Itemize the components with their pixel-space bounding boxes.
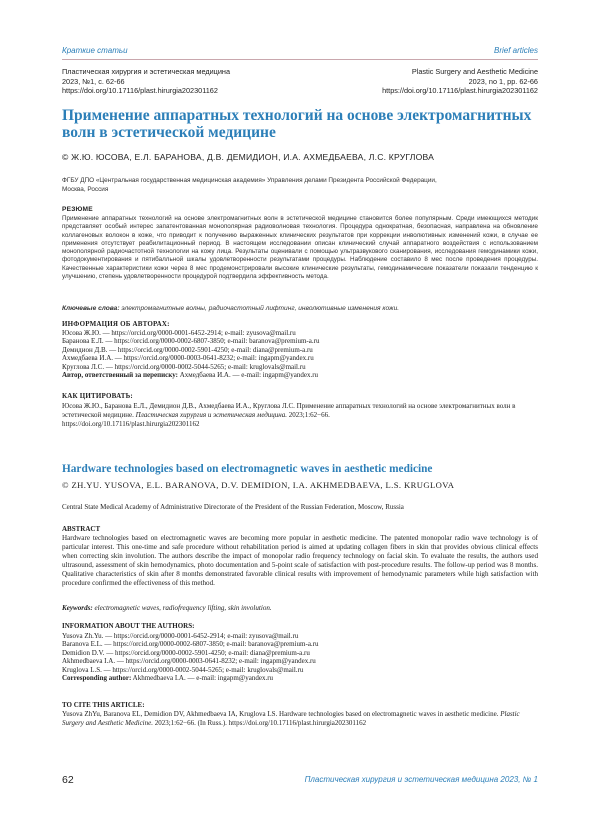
info-heading-ru: ИНФОРМАЦИЯ ОБ АВТОРАХ: — [62, 320, 170, 328]
author-info-row: Юсова Ж.Ю. — https://orcid.org/0000-0001-6452-2914; e-mail: zyusova@mail.ru — [62, 329, 296, 337]
meta-line: 2023, №1, с. 62-66 — [62, 76, 125, 86]
author-info-row: Круглова Л.С. — https://orcid.org/0000-0002-5044-5265; e-mail: kruglovals@mail.ru — [62, 362, 306, 371]
article-title-ru — [62, 107, 538, 141]
section-header — [62, 45, 538, 60]
authors-info-ru — [62, 329, 538, 379]
author-info-row: Ахмедбаева И.А. — https://orcid.org/0000-0003-0641-8232; e-mail: ingapm@yandex.ru — [62, 354, 314, 363]
cite-text: Юсова Ж.Ю., Баранова Е.Л., Демидион Д.В., Ахмедбаева И.А., Круглова Л.С. Применение аппаратных технологий на основе электромагнитных волн в эстетической медицине. — [62, 402, 516, 419]
keywords-label: Ключевые слова: — [62, 305, 120, 312]
affiliation-line: Москва, Россия — [62, 186, 109, 193]
citation-en — [62, 710, 538, 728]
corr-label: Автор, ответственный за переписку: — [62, 371, 178, 380]
cite-heading-ru: КАК ЦИТИРОВАТЬ: — [62, 392, 133, 400]
journal-meta-en — [382, 67, 538, 96]
keywords-text: электромагнитные волны, радиочастотный лифтинг, инволютивные изменения кожи. — [121, 305, 400, 312]
meta-line: 2023, no 1, pp. 62-66 — [468, 76, 538, 86]
info-heading-en: INFORMATION ABOUT THE AUTHORS: — [62, 622, 195, 630]
author-info-row: Baranova E.L. — https://orcid.org/0000-0002-6807-3850; e-mail: baranova@premium-a.ru — [62, 640, 319, 649]
corr-value: Akhmedbaeva I.A. — e-mail: ingapm@yandex.ru — [132, 674, 274, 683]
keywords-text: electromagnetic waves, radiofrequency lifting, skin involution. — [94, 604, 272, 612]
meta-line: Plastic Surgery and Aesthetic Medicine — [411, 67, 538, 76]
abstract-en: Hardware technologies based on electromagnetic waves are becoming more popular in aesthetic medicine. The patented monopolar radio wave technology is of particular interest. This one-time and safe procedure without rehabilitation period is aimed at updating collagen fibers in skin that provides obvious clinical effects when correcting skin involution. The authors describe the impact of monopolar radio frequency technology on facial skin. To evaluate the results, the authors used ultrasound, assessment of skin hemodynamics, photo documentation and 5-point scale of satisfaction with post-procedure results. The follow-up period was 8 months. Qualitative characteristics of skin after 8 months demonstrated favorable clinical results with improvement of hemodynamic parameters while high satisfaction with procedure confirmed the effectiveness of this method. — [62, 534, 538, 588]
journal-meta-ru — [62, 67, 230, 96]
cite-year: 2023;1:62−66. — [288, 411, 330, 419]
authors-info-en — [62, 632, 538, 682]
meta-doi[interactable]: https://doi.org/10.17116/plast.hirurgia202301162 — [62, 86, 218, 95]
abstract-heading-ru: РЕЗЮМЕ — [62, 206, 93, 213]
title-line: Применение аппаратных технологий на основе электромагнитных — [62, 107, 532, 124]
section-label-ru: Краткие статьи — [62, 46, 128, 55]
corr-value: Ахмедбаева И.А. — e-mail: ingapm@yandex.ru — [179, 371, 319, 380]
article-title-en: Hardware technologies based on electromagnetic waves in aesthetic medicine — [62, 463, 433, 475]
affiliation-ru — [62, 176, 538, 194]
keywords-label: Keywords: — [62, 604, 93, 612]
meta-doi[interactable]: https://doi.org/10.17116/plast.hirurgia202301162 — [382, 86, 538, 95]
cite-year-doi: 2023;1:62−66. (In Russ.). https://doi.org/10.17116/plast.hirurgia202301162 — [154, 719, 367, 727]
keywords-ru — [62, 305, 538, 312]
abstract-heading-en: ABSTRACT — [62, 525, 101, 533]
footer-journal: Пластическая хирургия и эстетическая медицина 2023, № 1 — [304, 775, 538, 784]
author-info-row: Akhmedbaeva I.A. — https://orcid.org/0000-0003-0641-8232; e-mail: ingapm@yandex.ru — [62, 657, 316, 666]
affiliation-en: Central State Medical Academy of Administrative Directorate of the President of the Russian Federation, Moscow, Russia — [62, 503, 404, 511]
author-info-row: Демидион Д.В. — https://orcid.org/0000-0002-5901-4250; e-mail: diana@premium-a.ru — [62, 345, 313, 354]
abstract-ru: Применение аппаратных технологий на основе электромагнитных волн в эстетической медицине становится более популярным. Среди имеющихся методик представляет особый интерес запатентованная монополярная радиоволновая технология. Процедура однократная, безопасная, направлена на обновление коллагеновых волокон в коже, что приводит к получению выраженных клинических результатов при коррекции инволютивных изменений кожи, в случае ее применения отсутствует реабилитационный период. В настоящем исследовании описан клинический случай аппаратного воздействия с использованием монополярной радиочастотной технологии на кожу лица. Результаты оценивали с помощью ультразвукового сканирования, исследования гемодинамики кожи, фотодокументирования и пятибалльной шкалы удовлетворенности результатами процедуры. Наблюдение составило 8 мес после проведения процедуры. Качественные характеристики кожи через 8 мес продемонстрировали высокие клинические результаты, гемодинамические показатели показали тенденцию к улучшению, степень удовлетворенности процедурой подтвердила эффективность метода. — [62, 215, 538, 281]
corr-label: Corresponding author: — [62, 674, 132, 683]
authors-ru: © Ж.Ю. ЮСОВА, Е.Л. БАРАНОВА, Д.В. ДЕМИДИОН, И.А. АХМЕДБАЕВА, Л.С. КРУГЛОВА — [62, 152, 435, 162]
meta-line: Пластическая хирургия и эстетическая медицина — [62, 67, 231, 76]
authors-en: © ZH.YU. YUSOVA, E.L. BARANOVA, D.V. DEMIDION, I.A. AKHMEDBAEVA, L.S. KRUGLOVA — [62, 480, 455, 490]
article-page — [62, 0, 538, 833]
corresponding-author-ru — [62, 371, 538, 379]
page-footer — [62, 774, 538, 786]
cite-text: Yusova ZhYu, Baranova EL, Demidion DV, Akhmedbaeva IA, Kruglova LS. Hardware technologies based on electromagnetic waves in aesthetic medicine. — [62, 710, 499, 718]
section-label-en: Brief articles — [493, 46, 538, 55]
citation-ru — [62, 402, 538, 429]
page-number: 62 — [62, 774, 74, 786]
cite-doi[interactable]: https://doi.org/10.17116/plast.hirurgia202301162 — [62, 420, 200, 428]
cite-journal: Plastic Surgery and Aesthetic Medicine. — [62, 710, 520, 727]
author-info-row: Kruglova L.S. — https://orcid.org/0000-0002-5044-5265; e-mail: kruglovals@mail.ru — [62, 665, 304, 674]
cite-journal: Пластическая хирургия и эстетическая медицина. — [135, 411, 288, 419]
title-line: волн в эстетической медицине — [62, 124, 276, 141]
corresponding-author-en — [62, 674, 538, 682]
author-info-row: Demidion D.V. — https://orcid.org/0000-0002-5901-4250; e-mail: diana@premium-a.ru — [62, 648, 310, 657]
author-info-row: Yusova Zh.Yu. — https://orcid.org/0000-0001-6452-2914; e-mail: zyusova@mail.ru — [62, 632, 299, 640]
affiliation-line: ФГБУ ДПО «Центральная государственная медицинская академия» Управления делами Президента Российской Федерации, — [62, 177, 437, 184]
keywords-en — [62, 604, 272, 612]
cite-heading-en: TO CITE THIS ARTICLE: — [62, 701, 145, 709]
author-info-row: Баранова Е.Л. — https://orcid.org/0000-0002-6807-3850; e-mail: baranova@premium-a.ru — [62, 337, 320, 346]
